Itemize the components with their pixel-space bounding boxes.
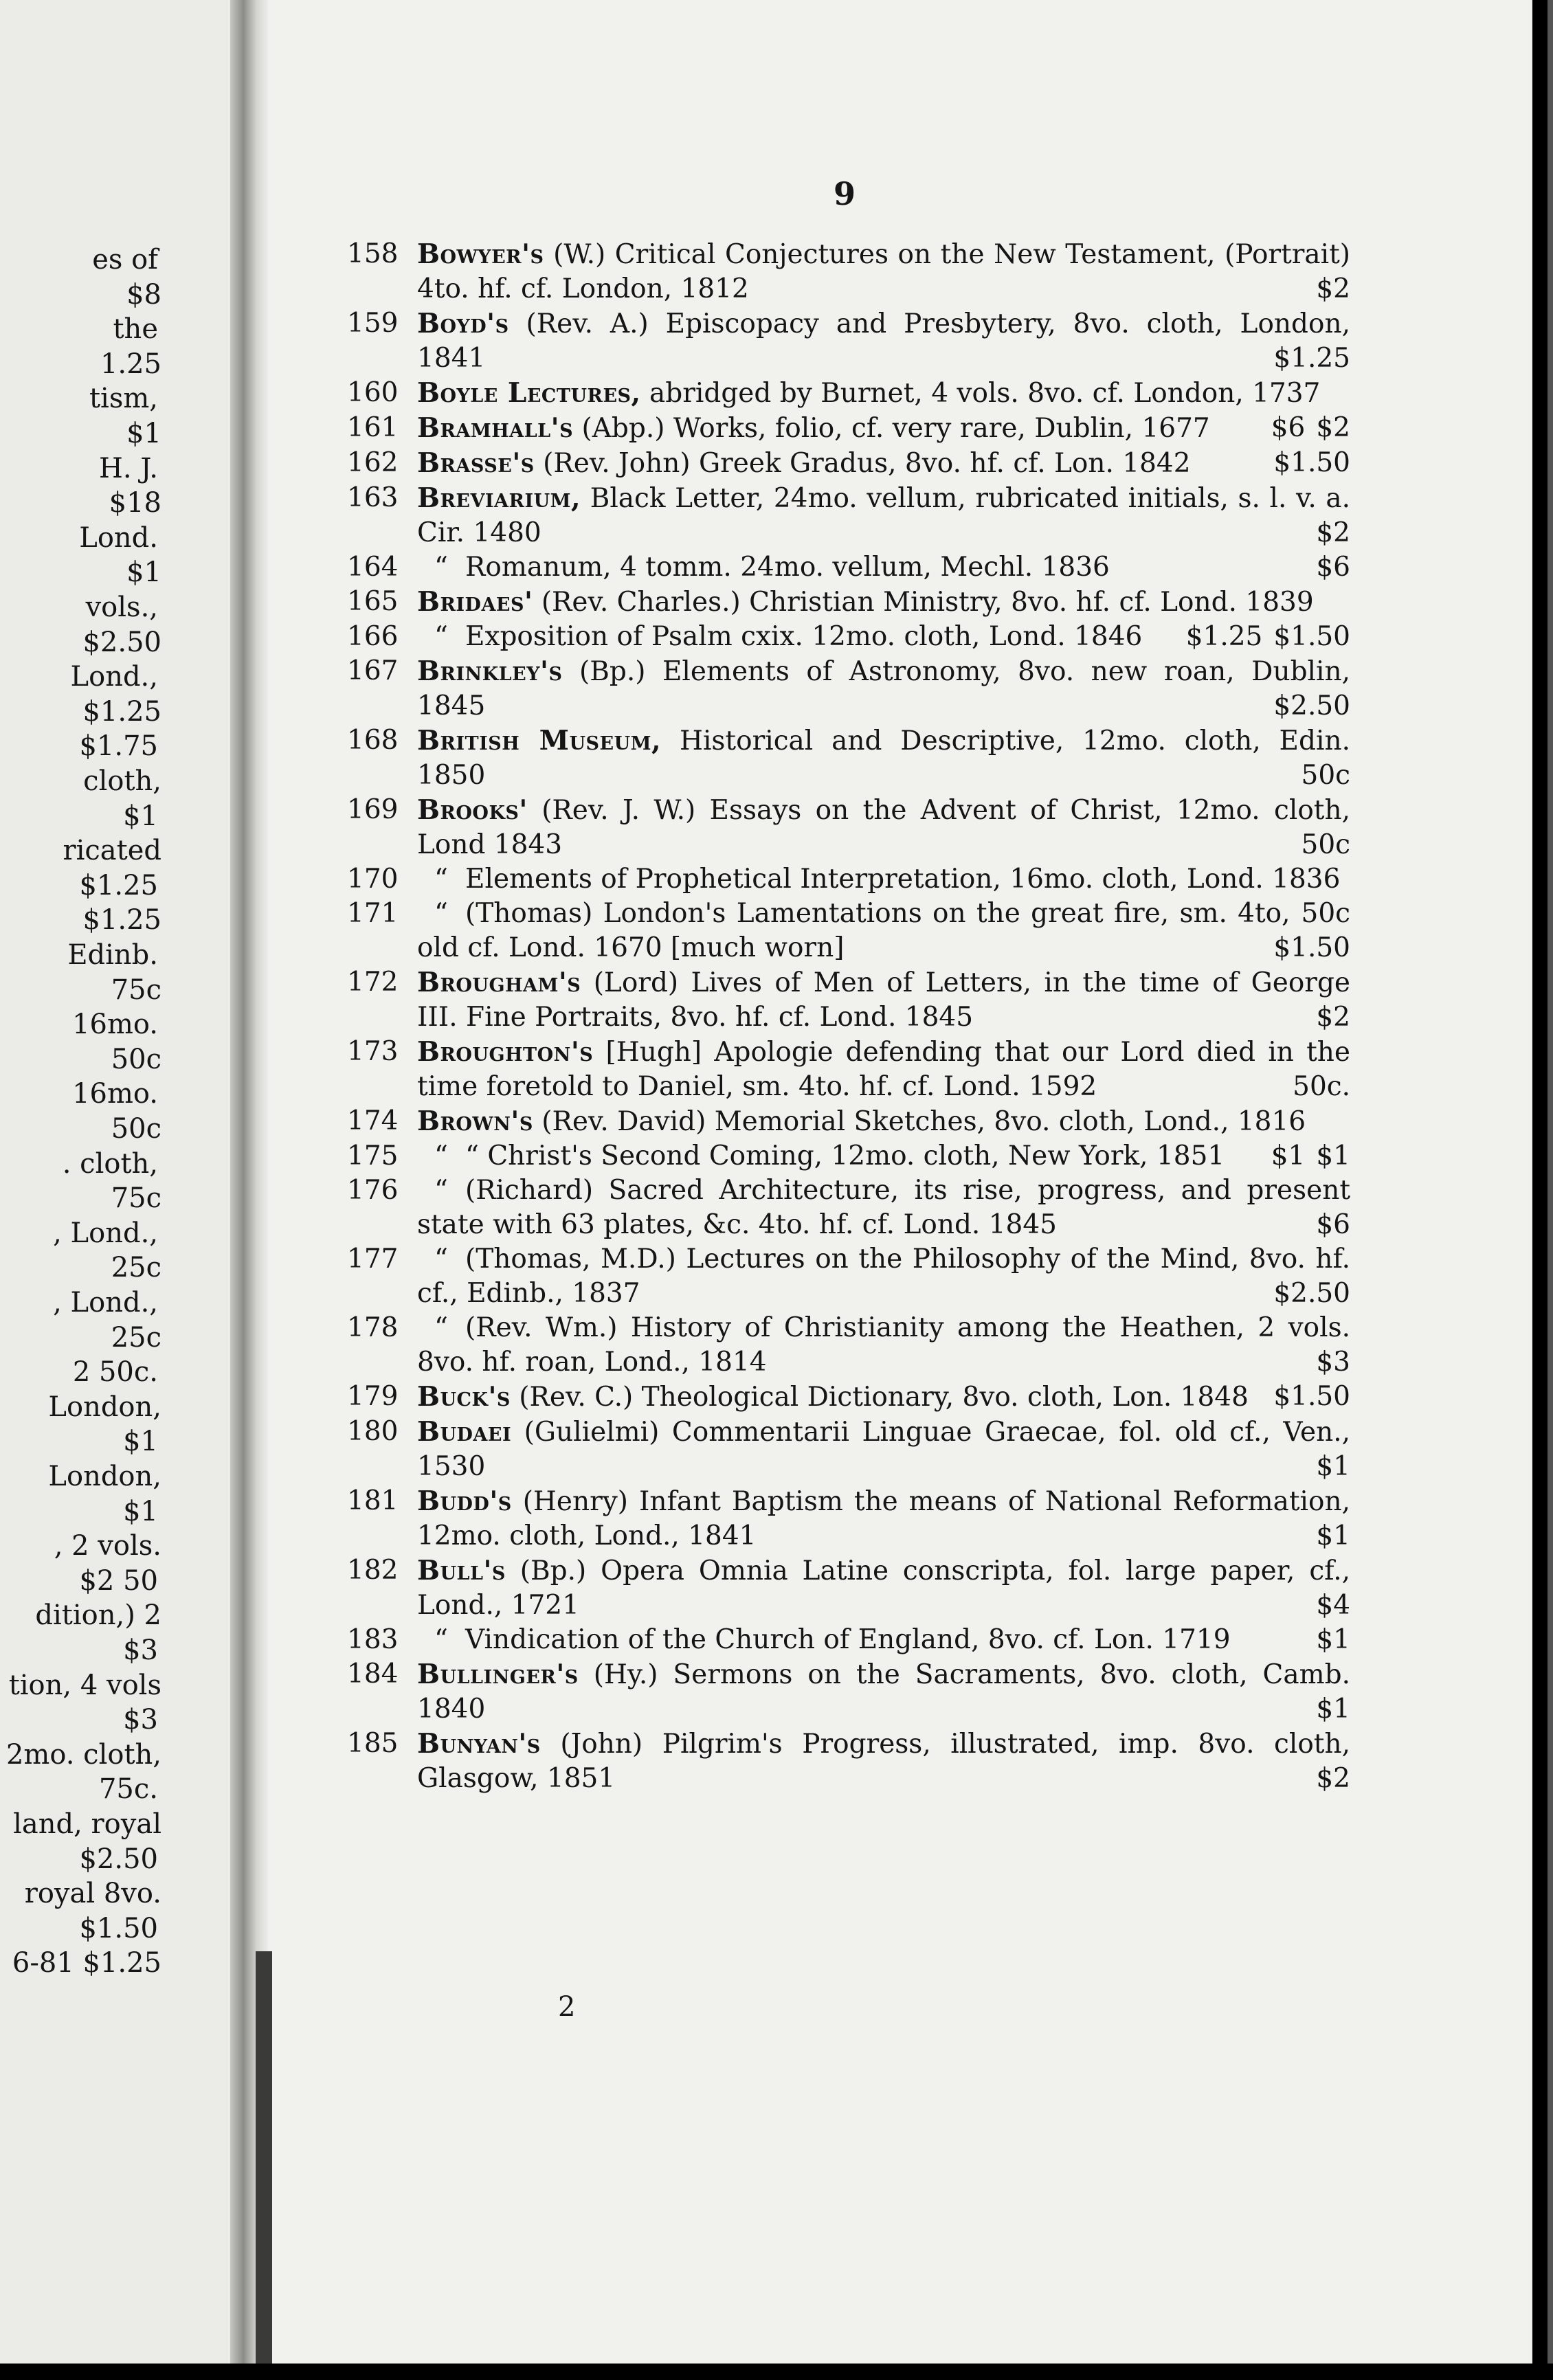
fragment-line: tion, 4 vols — [8, 1669, 161, 1701]
fragment-line: 50c — [111, 1043, 161, 1075]
entry-price: $1 — [1271, 1141, 1306, 1171]
entry-author: Bull's — [417, 1555, 506, 1586]
fragment-line: , Lond., — [53, 1217, 158, 1249]
ditto-mark: “ — [434, 552, 448, 583]
catalog-entry — [347, 1380, 1350, 1415]
page-number: 9 — [834, 175, 856, 212]
fragment-line: , Lond., — [53, 1287, 158, 1318]
fragment-line: $8 — [126, 278, 161, 311]
entry-text — [417, 1553, 1350, 1623]
entry-price: $1.50 — [1273, 1381, 1350, 1412]
catalog-entry — [347, 1139, 1350, 1174]
fragment-line: 25c — [111, 1252, 161, 1284]
entry-text — [417, 1174, 1350, 1242]
entry-author: Budaei — [417, 1416, 512, 1448]
entry-text — [417, 481, 1350, 550]
catalog-entry — [347, 1484, 1350, 1553]
ditto-mark: “ — [434, 1175, 448, 1206]
entry-number: 159 — [347, 308, 399, 339]
fragment-line: $1.50 — [79, 1912, 158, 1944]
fragment-line: the — [113, 313, 158, 346]
entry-number: 166 — [347, 621, 399, 652]
catalog-entry — [347, 1623, 1350, 1657]
fragment-line: $1 — [126, 557, 161, 589]
entry-price: $1.25 — [1185, 621, 1263, 652]
entry-number: 165 — [347, 586, 399, 617]
entry-text — [417, 550, 1350, 585]
entry-author: Brooks' — [417, 794, 528, 826]
entry-number: 176 — [347, 1175, 399, 1206]
entry-number: 167 — [347, 655, 399, 686]
entry-text — [417, 897, 1350, 965]
fragment-line: ricated — [63, 835, 161, 867]
entry-author: Buck's — [417, 1381, 511, 1413]
entry-description: [Hugh] Apologie defending that our Lord died in the time foretold to Daniel, sm. 4to. hf. cf. Lond. 1592 — [417, 1037, 1350, 1102]
ditto-mark: “ — [434, 1141, 448, 1171]
entry-number: 174 — [347, 1105, 399, 1136]
entry-author: Boyd's — [417, 308, 509, 339]
entry-text — [417, 446, 1350, 481]
entry-price: $1.50 — [1273, 621, 1350, 652]
entry-text — [417, 1623, 1350, 1657]
entry-price: 50c — [1301, 898, 1350, 929]
ditto-mark: “ — [434, 864, 448, 895]
entry-author: Bowyer's — [417, 238, 544, 270]
fragment-line: $1.25 — [82, 695, 161, 728]
entry-price: $2.50 — [1273, 1278, 1350, 1309]
catalog-entry — [347, 446, 1350, 481]
entry-number: 160 — [347, 377, 399, 408]
ditto-mark: “ — [434, 621, 448, 652]
entry-author: Bridaes' — [417, 586, 533, 618]
fragment-line: $1 — [123, 1495, 158, 1527]
entry-text — [417, 1035, 1350, 1104]
fragment-line: $2 50 — [79, 1564, 158, 1597]
entry-price: 50c — [1301, 829, 1350, 860]
entry-price: $1 — [1316, 1624, 1350, 1655]
entry-author: Breviarium, — [417, 482, 581, 514]
entry-description: (Rev. Wm.) History of Christianity among the Heathen, 2 vols. 8vo. hf. roan, Lond., 1814 — [417, 1312, 1350, 1378]
fragment-line: $3 — [123, 1704, 158, 1736]
entry-number: 172 — [347, 967, 399, 998]
fragment-line: London, — [48, 1391, 161, 1423]
catalog-entry — [347, 1727, 1350, 1796]
entry-price: $2 — [1316, 273, 1350, 304]
entry-description: Historical and Descriptive, 12mo. cloth, Edin. 1850 — [417, 726, 1350, 791]
entry-number: 158 — [347, 238, 399, 269]
entry-description: (Henry) Infant Baptism the means of National Reformation, 12mo. cloth, Lond., 1841 — [417, 1486, 1350, 1551]
entry-text — [417, 654, 1350, 723]
entry-price: 50c. — [1293, 1071, 1350, 1102]
entry-description: (W.) Critical Conjectures on the New Testament, (Portrait) 4to. hf. cf. London, 1812 — [417, 239, 1350, 304]
entry-price: $1.50 — [1273, 932, 1350, 963]
entry-description: (Hy.) Sermons on the Sacraments, 8vo. cloth, Camb. 1840 — [417, 1659, 1350, 1725]
catalog-entry — [347, 481, 1350, 550]
catalog-entry — [347, 550, 1350, 585]
catalog-entry — [347, 965, 1350, 1035]
fragment-line: cloth, — [83, 765, 161, 797]
ditto-mark: “ — [434, 1624, 448, 1655]
catalog-entry — [347, 620, 1350, 654]
entry-number: 173 — [347, 1036, 399, 1067]
catalog-entry — [347, 897, 1350, 965]
fragment-line: $1.25 — [82, 904, 161, 936]
entry-description: (Gulielmi) Commentarii Linguae Graecae, fol. old cf., Ven., 1530 — [417, 1417, 1350, 1482]
entry-text — [417, 620, 1350, 654]
entry-author: British Museum, — [417, 725, 662, 756]
entry-price: $2 — [1316, 517, 1350, 548]
entry-price: $6 — [1271, 412, 1306, 443]
entry-description: Elements of Prophetical Interpretation, 16mo. cloth, Lond. 1836 — [465, 864, 1341, 895]
entry-text — [417, 1311, 1350, 1380]
entry-number: 170 — [347, 864, 399, 895]
entry-number: 162 — [347, 447, 399, 478]
entry-text — [417, 965, 1350, 1035]
fragment-line: land, royal — [13, 1808, 161, 1840]
entry-text — [417, 237, 1350, 306]
entry-text — [417, 1484, 1350, 1553]
entry-description: (Abp.) Works, folio, cf. very rare, Dublin, 1677 — [573, 413, 1210, 444]
entry-author: Boyle Lectures, — [417, 377, 641, 409]
fragment-line: H. J. — [99, 452, 158, 484]
entry-price: $3 — [1316, 1347, 1350, 1378]
entry-author: Bramhall's — [417, 412, 574, 444]
entry-text — [417, 1727, 1350, 1796]
fragment-line: 75c — [111, 1182, 161, 1215]
entry-price: $1 — [1316, 1520, 1350, 1551]
entry-number: 171 — [347, 898, 399, 929]
fragment-line: $1.75 — [79, 730, 158, 763]
catalog-entry — [347, 1415, 1350, 1484]
fragment-line: $1 — [126, 418, 161, 449]
entry-description: (Rev. A.) Episcopacy and Presbytery, 8vo. cloth, London, 1841 — [417, 308, 1350, 374]
entry-text — [417, 1657, 1350, 1727]
catalog-entry — [347, 1553, 1350, 1623]
fragment-line: $2.50 — [82, 626, 161, 658]
entry-description: (Richard) Sacred Architecture, its rise, progress, and present state with 63 plates, &c. 4to. hf. cf. Lond. 1845 — [417, 1175, 1350, 1240]
fragment-line: 25c — [111, 1321, 161, 1354]
fragment-line: . cloth, — [62, 1147, 158, 1180]
catalog-entry — [347, 723, 1350, 793]
entry-description: (Rev. J. W.) Essays on the Advent of Christ, 12mo. cloth, Lond 1843 — [417, 795, 1350, 860]
entry-text — [417, 1415, 1350, 1484]
entry-author: Budd's — [417, 1485, 512, 1517]
spine-crease — [256, 1951, 272, 2364]
entry-text — [417, 862, 1350, 929]
fragment-line: $2.50 — [79, 1843, 158, 1875]
entry-number: 169 — [347, 794, 399, 825]
fragment-line: , 2 vols. — [54, 1530, 161, 1562]
fragment-line: $18 — [109, 487, 161, 519]
catalog-entry — [347, 1242, 1350, 1311]
entry-author: Brougham's — [417, 967, 581, 998]
entry-text — [417, 306, 1350, 376]
entry-number: 178 — [347, 1312, 399, 1343]
catalog-entry — [347, 1035, 1350, 1104]
fragment-line: 75c. — [98, 1773, 158, 1806]
left-page-fragment — [0, 0, 234, 2364]
fragment-line: tism, — [89, 383, 158, 415]
catalog-entry — [347, 793, 1350, 862]
fragment-line: 2mo. cloth, — [5, 1738, 161, 1771]
entry-price: $2 — [1316, 1002, 1350, 1033]
entry-number: 163 — [347, 482, 399, 513]
entry-description: (Thomas) London's Lamentations on the great fire, sm. 4to, old cf. Lond. 1670 [much worn] — [417, 898, 1291, 963]
entry-author: Brinkley's — [417, 655, 563, 687]
ditto-mark: “ — [434, 898, 448, 929]
entry-description: abridged by Burnet, 4 vols. 8vo. cf. London, 1737 — [640, 378, 1321, 409]
fragment-line: 2 50c. — [72, 1356, 158, 1389]
fragment-line: Lond., — [70, 661, 158, 693]
fragment-line: vols., — [85, 592, 158, 623]
entry-price: $1.25 — [1273, 343, 1350, 374]
fragment-line: Edinb. — [67, 939, 158, 971]
entry-description: (John) Pilgrim's Progress, illustrated, imp. 8vo. cloth, Glasgow, 1851 — [417, 1729, 1350, 1794]
entry-number: 184 — [347, 1659, 399, 1689]
entry-price: $6 — [1316, 552, 1350, 583]
entry-price: $2.50 — [1273, 691, 1350, 721]
entry-description: (Thomas, M.D.) Lectures on the Philosophy of the Mind, 8vo. hf. cf., Edinb., 1837 — [417, 1244, 1350, 1309]
entry-text — [417, 1139, 1350, 1174]
fragment-line: 16mo. — [72, 1009, 158, 1041]
fragment-line: $1 — [123, 800, 158, 832]
catalog-entry — [347, 306, 1350, 376]
entry-description: “ Christ's Second Coming, 12mo. cloth, New York, 1851 — [465, 1141, 1225, 1171]
entry-price: $2 — [1316, 1763, 1350, 1794]
entry-text — [417, 1380, 1350, 1415]
entry-price: $6 — [1316, 1209, 1350, 1240]
entry-description: (Bp.) Opera Omnia Latine conscripta, fol. large paper, cf., Lond., 1721 — [417, 1556, 1350, 1621]
entry-price: $1 — [1316, 1694, 1350, 1725]
fragment-line: 6-81 $1.25 — [12, 1947, 161, 1979]
fragment-line: $3 — [123, 1635, 158, 1666]
entry-author: Bunyan's — [417, 1728, 541, 1760]
entry-price: $1.50 — [1273, 447, 1350, 478]
entry-number: 177 — [347, 1244, 399, 1275]
entry-price: $1 — [1316, 1141, 1350, 1171]
fragment-line: $1.25 — [79, 869, 158, 901]
fragment-line: London, — [48, 1461, 161, 1492]
entry-price: $1 — [1316, 1451, 1350, 1482]
catalog-entry — [347, 237, 1350, 306]
entry-text — [417, 1242, 1350, 1311]
ditto-mark: “ — [434, 1312, 448, 1343]
fragment-line: 75c — [111, 974, 161, 1006]
entry-description: Vindication of the Church of England, 8vo. cf. Lon. 1719 — [465, 1624, 1231, 1655]
entry-text — [417, 793, 1350, 862]
entry-text — [417, 411, 1350, 446]
entry-price: 50c — [1301, 760, 1350, 791]
entry-price: $4 — [1316, 1590, 1350, 1621]
entry-number: 168 — [347, 725, 399, 756]
entry-price: $2 — [1316, 412, 1350, 443]
catalog-entries — [347, 237, 1350, 1796]
entry-number: 181 — [347, 1485, 399, 1516]
fragment-line: dition,) 2 — [35, 1599, 161, 1632]
entry-number: 164 — [347, 552, 399, 583]
entry-description: (Lord) Lives of Men of Letters, in the time of George III. Fine Portraits, 8vo. hf. cf. Lond. 1845 — [417, 967, 1350, 1033]
fragment-line: 1.25 — [100, 348, 161, 380]
entry-author: Brasse's — [417, 447, 535, 479]
entry-description: (Rev. John) Greek Gradus, 8vo. hf. cf. Lon. 1842 — [534, 448, 1191, 479]
scan-edge — [1548, 0, 1553, 2364]
entry-description: (Rev. C.) Theological Dictionary, 8vo. cloth, Lon. 1848 — [510, 1382, 1249, 1413]
entry-number: 182 — [347, 1555, 399, 1586]
fragment-line: 50c — [111, 1113, 161, 1145]
entry-description: Romanum, 4 tomm. 24mo. vellum, Mechl. 1836 — [465, 552, 1110, 583]
signature-mark: 2 — [558, 1991, 576, 2023]
entry-description: Black Letter, 24mo. vellum, rubricated initials, s. l. v. a. Cir. 1480 — [417, 483, 1350, 548]
entry-description: (Rev. Charles.) Christian Ministry, 8vo. hf. cf. Lond. 1839 — [533, 587, 1314, 618]
entry-description: Exposition of Psalm cxix. 12mo. cloth, Lond. 1846 — [465, 621, 1143, 652]
entry-description: (Rev. David) Memorial Sketches, 8vo. cloth, Lond., 1816 — [533, 1106, 1306, 1137]
entry-text — [417, 723, 1350, 793]
ditto-mark: “ — [434, 1244, 448, 1275]
entry-author: Brown's — [417, 1105, 533, 1137]
fragment-line: 16mo. — [72, 1078, 158, 1110]
catalog-entry — [347, 1174, 1350, 1242]
entry-number: 183 — [347, 1624, 399, 1655]
entry-number: 175 — [347, 1141, 399, 1171]
catalog-entry — [347, 1311, 1350, 1380]
entry-description: (Bp.) Elements of Astronomy, 8vo. new roan, Dublin, 1845 — [417, 656, 1350, 721]
fragment-line: es of — [92, 244, 158, 276]
catalog-entry — [347, 1657, 1350, 1727]
entry-author: Broughton's — [417, 1036, 594, 1068]
entry-number: 180 — [347, 1416, 399, 1447]
fragment-line: royal 8vo. — [24, 1878, 161, 1910]
catalog-entry — [347, 654, 1350, 723]
entry-number: 185 — [347, 1728, 399, 1759]
fragment-line: $1 — [123, 1426, 158, 1458]
fragment-line: Lond. — [79, 521, 158, 554]
catalog-entry — [347, 411, 1350, 446]
entry-number: 161 — [347, 412, 399, 443]
entry-author: Bullinger's — [417, 1659, 579, 1690]
entry-number: 179 — [347, 1381, 399, 1412]
